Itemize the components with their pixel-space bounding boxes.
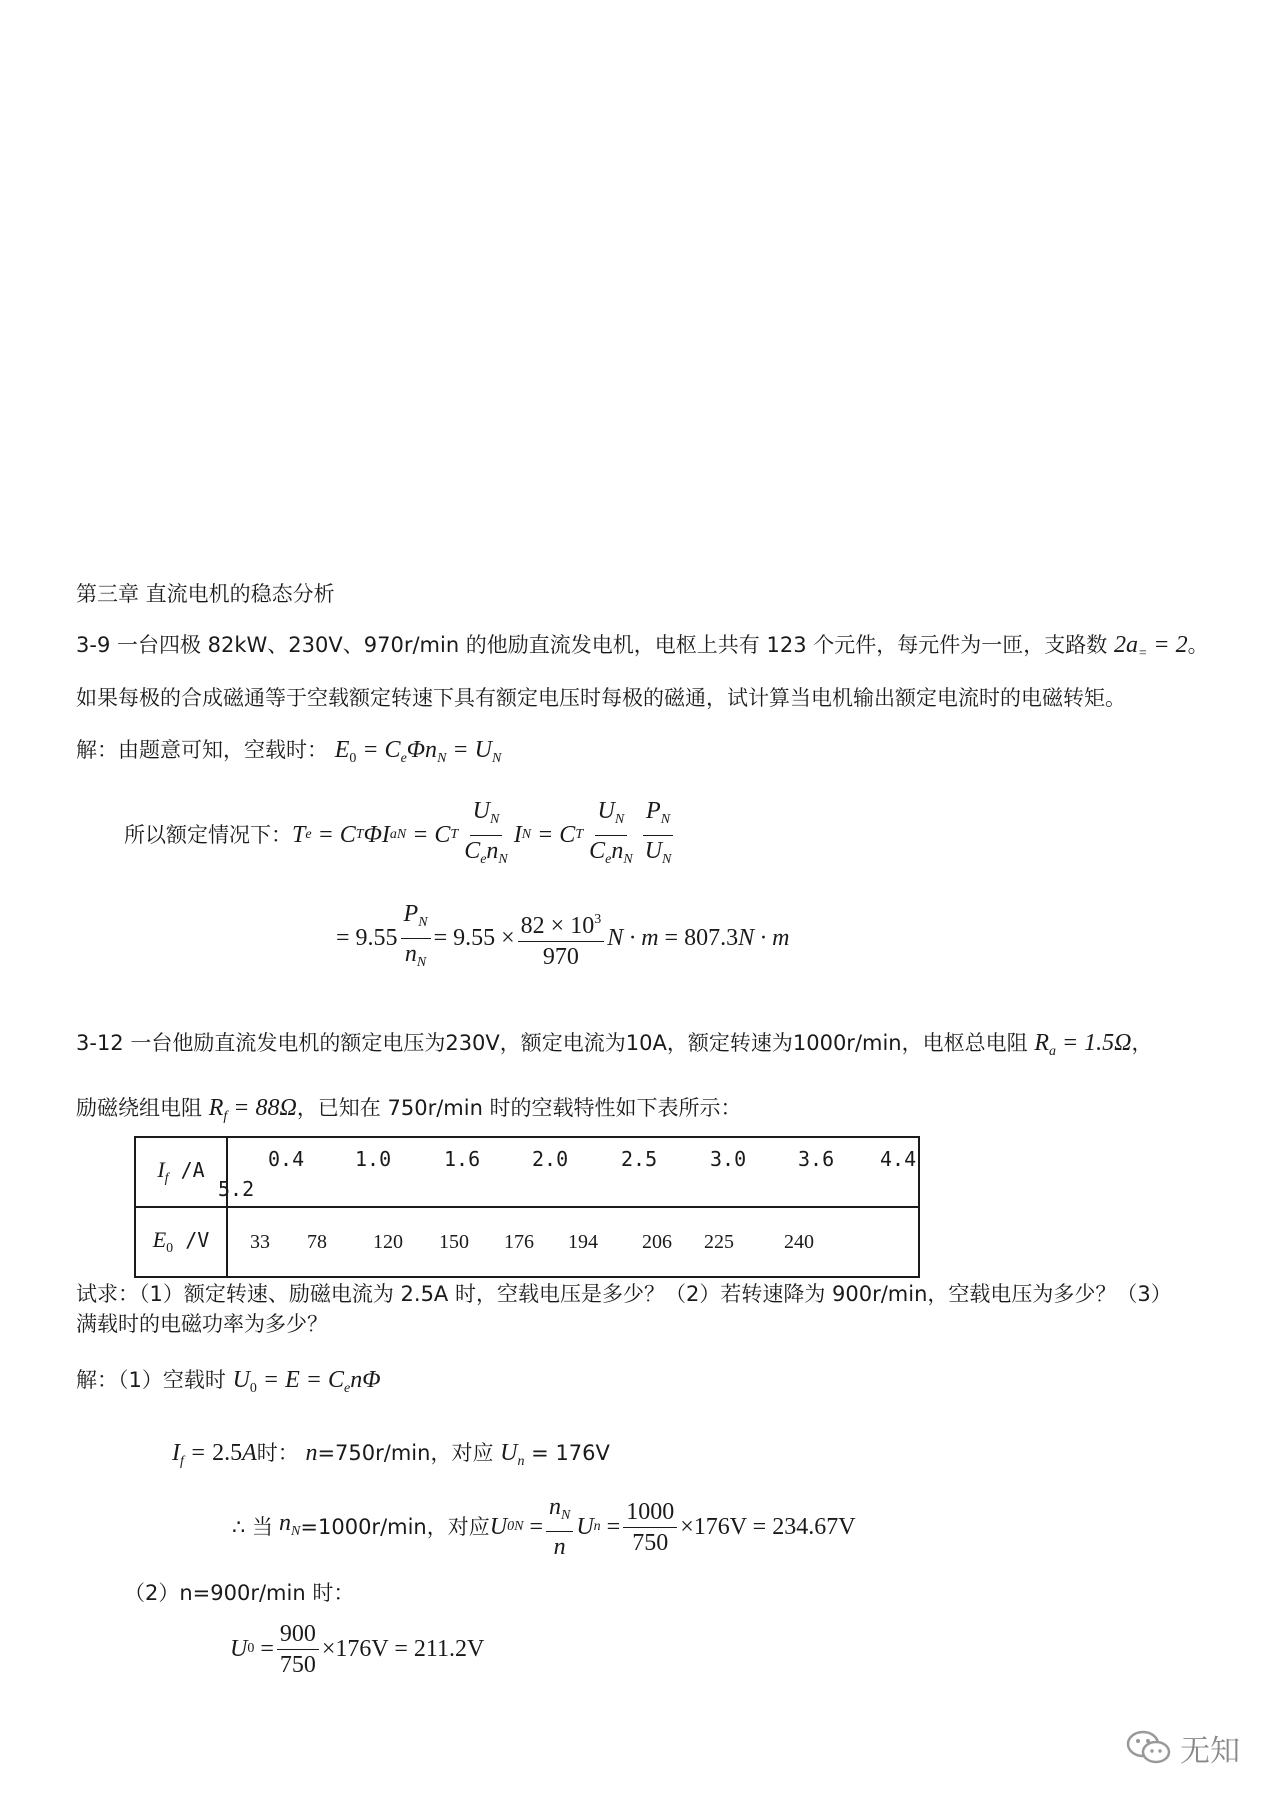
problem-3-9-text: 3-9 一台四极 82kW、230V、970r/min 的他励直流发电机，电枢上共有 123 个元件，每元件为一匝，支路数 (76, 633, 1108, 657)
table-cell: 5.2 (218, 1177, 255, 1201)
no-load-voltage-equation: $U_0 = E = C_en\Phi$ (232, 1367, 381, 1396)
emf-values (227, 1207, 919, 1277)
table-row (135, 1137, 919, 1207)
table-cell: 120 (373, 1231, 403, 1253)
coefficient: 9.55 (355, 925, 398, 951)
rated-voltage-formula: U 0N = $\frac{n_N}{n}$ U n = $\frac{1000}{750}$ ×176V = 234.67V (489, 1494, 856, 1560)
table-cell: 0.4 (268, 1147, 305, 1171)
step-result: ×176V = 211.2V (321, 1636, 485, 1662)
problem-3-12-line2 (76, 1095, 742, 1130)
no-load-characteristic-table (134, 1136, 920, 1278)
torque-value: 807.3 (684, 925, 739, 951)
wechat-icon (1126, 1730, 1172, 1766)
table-intro: ，已知在 750r/min 时的空载特性如下表所示： (296, 1096, 742, 1120)
part-2-equation: U 0 = $\frac{900}{750}$ ×176V = 211.2V (230, 1620, 485, 1678)
table-cell: 240 (784, 1231, 814, 1253)
punct: 。 (1187, 633, 1209, 657)
table-cell: 206 (642, 1231, 672, 1253)
table-cell: 194 (568, 1231, 598, 1253)
fraction-numerator: 900 (277, 1620, 319, 1650)
table-cell: 150 (439, 1231, 469, 1253)
fraction-denominator: 970 (542, 943, 579, 970)
row-label-current: $I_f$ /A (135, 1137, 227, 1207)
solution-step-1: $I_f = 2.5A$时： n=750r/min，对应 $U_n = 176V$ (172, 1440, 610, 1469)
exponent: 3 (594, 911, 602, 927)
solution-step-2: ∴ 当 $n_N$ =1000r/min，对应 U 0N = $\frac{n_N}{n}$ U n = $\frac{1000}{750}$ ×176V = 234.67V (232, 1494, 856, 1560)
torque-derivation (124, 797, 677, 870)
table-cell: 78 (307, 1231, 327, 1253)
row-label-emf: $E_0$ /V (135, 1207, 227, 1277)
table-cell: 1.0 (355, 1147, 392, 1171)
step-result: ×176V = 234.67V (680, 1514, 856, 1540)
question-line1: 试求：（1）额定转速、励磁电流为 2.5A 时，空载电压是多少？（2）若转速降为 900r/min，空载电压为多少？（3） (76, 1282, 1172, 1306)
torque-result (336, 902, 789, 974)
fraction-denominator: 750 (279, 1651, 316, 1678)
table-cell: 176 (504, 1231, 534, 1253)
fraction-numerator: 1000 (623, 1498, 677, 1528)
field-current-condition: $I_f = 2.5A$ (172, 1440, 257, 1469)
solution-prefix-3: 解：（1）空载时 (76, 1368, 226, 1392)
table-cell: 2.5 (621, 1147, 658, 1171)
table-cell: 2.0 (532, 1147, 569, 1171)
table-cell: 225 (704, 1231, 734, 1253)
field-resistance-label: 励磁绕组电阻 (76, 1096, 202, 1120)
step-value: = 176V (531, 1441, 610, 1465)
fraction-denominator: 750 (632, 1529, 669, 1556)
table-row (135, 1207, 919, 1277)
table-cell: 33 (250, 1231, 270, 1253)
field-resistance: $R_f = 88\Omega$ (208, 1095, 297, 1124)
table-cell: 3.6 (798, 1147, 835, 1171)
torque-result-formula: = 9.55 $\frac{P_N}{n_N}$ = 9.55 × $\frac{82 \times 10^3}{970}$ N · m = 807.3 N · m (336, 900, 790, 970)
armature-resistance: $R_a = 1.5\Omega$ (1034, 1030, 1132, 1059)
step-text: 时： (256, 1441, 299, 1465)
problem-3-9-line1 (76, 632, 1209, 667)
step-text-2: =750r/min，对应 (317, 1441, 494, 1465)
table-cell: 1.6 (444, 1147, 481, 1171)
solution-3-9-line1 (76, 737, 501, 772)
solution-prefix-2: 所以额定情况下： (124, 823, 292, 847)
torque-formula: T e = C T ΦI aN = C T $\frac{U_N}{C_en_N}$ I N = C T $\frac{U_N}{C_en_N}$ $\frac{P_N}{U_N}$ (292, 797, 672, 867)
part-2-formula (230, 1612, 484, 1686)
watermark (1126, 1726, 1240, 1770)
therefore-text: ∴ 当 (232, 1515, 274, 1539)
problem-3-9-line2: 如果每极的合成磁通等于空载额定转速下具有额定电压时每极的磁通，试计算当电机输出额定电流时的电磁转矩。 (76, 686, 1126, 710)
step-text-3: =1000r/min，对应 (300, 1515, 490, 1539)
no-load-equation: $E_0 = C_e\Phi n_N = U_N$ (334, 737, 502, 766)
watermark-text: 无知 (1180, 1734, 1240, 1769)
table-cell: 3.0 (710, 1147, 747, 1171)
problem-3-12-text: 3-12 一台他励直流发电机的额定电压为230V，额定电流为10A，额定转速为1000r/min，电枢总电阻 (76, 1031, 1028, 1055)
table-cell: 4.4 (880, 1147, 917, 1171)
solution-prefix: 解：由题意可知，空载时： (76, 738, 328, 762)
problem-3-12-line1: 3-12 一台他励直流发电机的额定电压为230V，额定电流为10A，额定转速为1000r/min，电枢总电阻 $R_a = 1.5\Omega$， (76, 1030, 1153, 1059)
fraction-numerator: 82 × 10 (520, 912, 595, 939)
chapter-title: 第三章 直流电机的稳态分析 (76, 582, 335, 606)
question-line2: 满载时的电磁功率为多少？ (76, 1312, 328, 1336)
solution-3-12-line1 (76, 1367, 380, 1402)
part-2-heading: （2）n=900r/min 时： (124, 1581, 355, 1605)
branch-equation: $2a_= = 2$ (1113, 632, 1188, 661)
coefficient-2: 9.55 (453, 925, 496, 951)
current-values (218, 1137, 919, 1207)
